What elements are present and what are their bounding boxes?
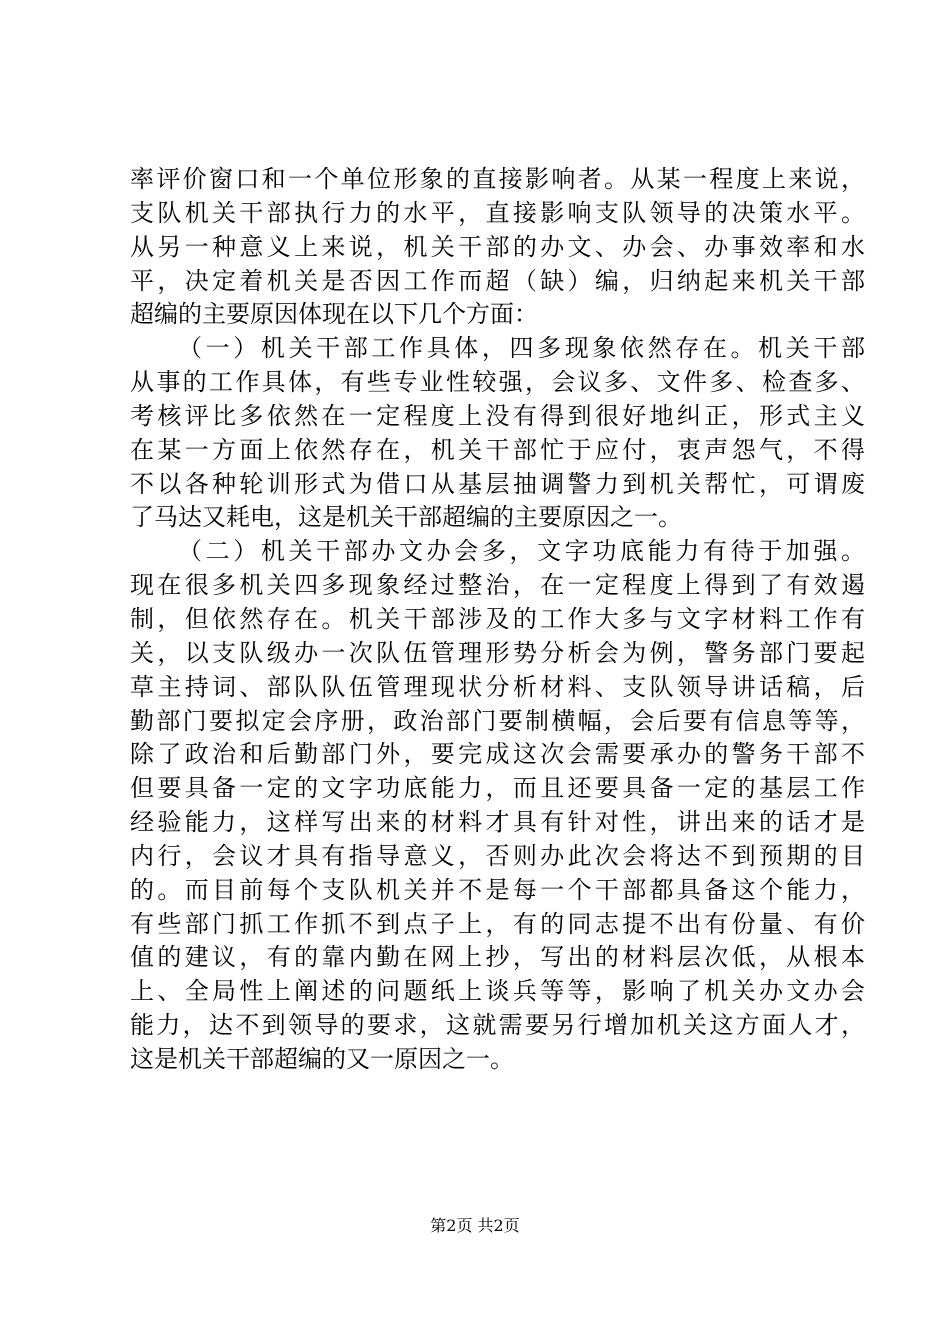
text-line: 经验能力，这样写出来的材料才具有针对性，讲出来的话才是	[130, 808, 865, 837]
text-line: 草主持词、部队队伍管理现状分析材料、支队领导讲话稿，后	[130, 672, 865, 701]
text-line: 但要具备一定的文字功底能力，而且还要具备一定的基层工作	[130, 774, 865, 803]
text-line: 制，但依然存在。机关干部涉及的工作大多与文字材料工作有	[130, 604, 865, 633]
text-line: 现在很多机关四多现象经过整治，在一定程度上得到了有效遏	[130, 571, 865, 600]
text-line: 的。而目前每个支队机关并不是每一个干部都具备这个能力，	[130, 875, 865, 904]
text-line: 从另一种意义上来说，机关干部的办文、办会、办事效率和水	[130, 232, 865, 261]
page-number: 第2页 共2页	[430, 1216, 520, 1235]
section-heading-line: （一）机关干部工作具体，四多现象依然存在。机关干部	[178, 334, 865, 363]
text-line: 上、全局性上阐述的问题纸上谈兵等等，影响了机关办文办会	[130, 977, 865, 1006]
text-line: 率评价窗口和一个单位形象的直接影响者。从某一程度上来说，	[130, 165, 865, 193]
text-line: 内行，会议才具有指导意义，否则办此次会将达不到预期的目	[130, 841, 865, 870]
text-line: 有些部门抓工作抓不到点子上，有的同志提不出有份量、有价	[130, 909, 865, 938]
text-line: 在某一方面上依然存在，机关干部忙于应付，衷声怨气，不得	[130, 435, 865, 464]
text-line: 了马达又耗电，这是机关干部超编的主要原因之一。	[130, 503, 682, 532]
text-line: 从事的工作具体，有些专业性较强，会议多、文件多、检查多、	[130, 368, 865, 397]
text-line: 这是机关干部超编的又一原因之一。	[130, 1044, 514, 1073]
text-line: 支队机关干部执行力的水平，直接影响支队领导的决策水平。	[130, 198, 865, 227]
section-heading-line: （二）机关干部办文办会多，文字功底能力有待于加强。	[178, 537, 865, 566]
document-body	[130, 163, 865, 1077]
text-line: 考核评比多依然在一定程度上没有得到很好地纠正，形式主义	[130, 401, 865, 430]
text-line: 不以各种轮训形式为借口从基层抽调警力到机关帮忙，可谓废	[130, 469, 865, 498]
text-line: 能力，达不到领导的要求，这就需要另行增加机关这方面人才，	[130, 1011, 865, 1040]
text-line: 除了政治和后勤部门外，要完成这次会需要承办的警务干部不	[130, 740, 865, 769]
text-line: 值的建议，有的靠内勤在网上抄，写出的材料层次低，从根本	[130, 943, 865, 972]
text-line: 平，决定着机关是否因工作而超（缺）编，归纳起来机关干部	[130, 266, 865, 295]
text-line: 关，以支队级办一次队伍管理形势分析会为例，警务部门要起	[130, 638, 865, 667]
text-line: 勤部门要拟定会序册，政治部门要制横幅，会后要有信息等等，	[130, 706, 865, 735]
text-line: 超编的主要原因体现在以下几个方面：	[130, 300, 538, 329]
